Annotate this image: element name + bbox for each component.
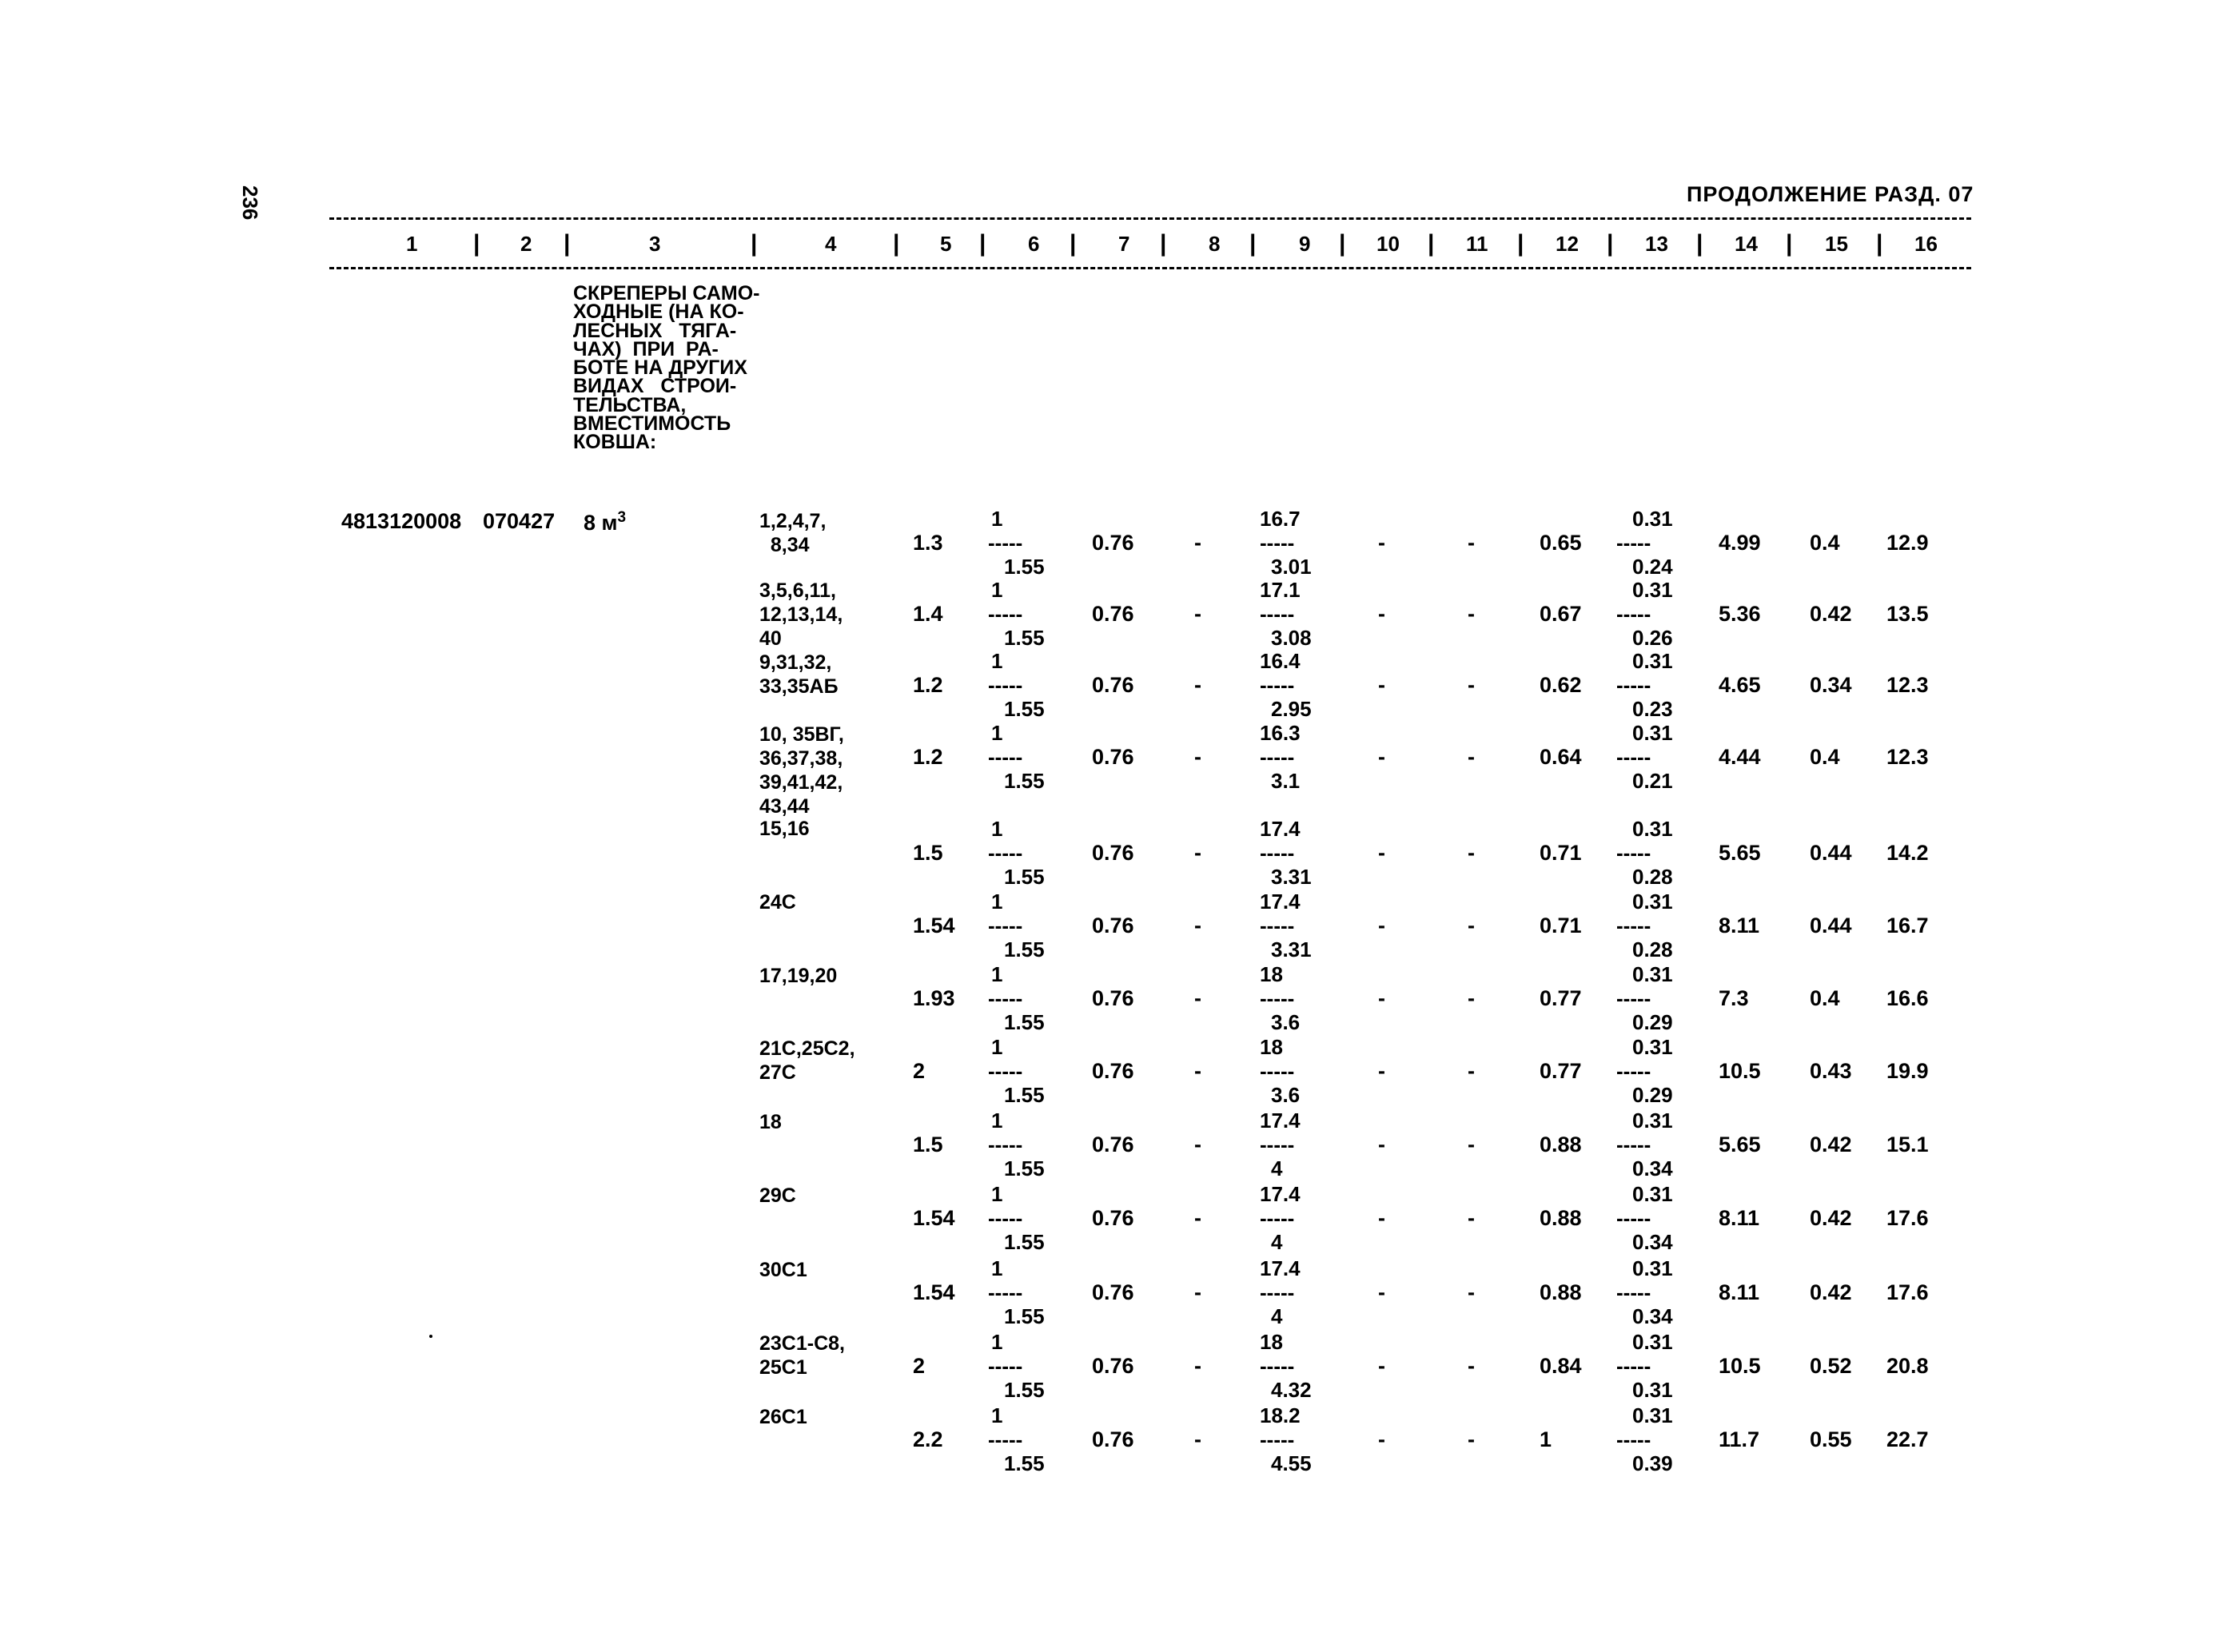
row-col-6-denominator: 1.55 — [1004, 1230, 1045, 1254]
bucket-capacity — [584, 509, 626, 535]
row-col-14: 4.99 — [1719, 531, 1761, 555]
fraction-bar: ----- — [1616, 673, 1651, 697]
row-col-16: 12.3 — [1886, 673, 1929, 697]
row-vehicle-variants: 17,19,20 — [759, 965, 838, 987]
row-col-5: 1.54 — [913, 914, 955, 937]
row-col-9-numerator: 17.4 — [1260, 1256, 1301, 1280]
row-col-9-denominator: 4 — [1271, 1304, 1283, 1328]
row-col-14: 5.65 — [1719, 841, 1761, 865]
fraction-bar: ----- — [1260, 1427, 1295, 1451]
row-col-13-numerator: 0.31 — [1632, 721, 1673, 745]
row-col-6-denominator: 1.55 — [1004, 1304, 1045, 1328]
row-col-14: 8.11 — [1719, 1206, 1760, 1230]
header-col-11: 11 — [1466, 232, 1488, 256]
row-vehicle-variants: 21С,25С2, 27С — [759, 1037, 855, 1084]
row-col-8: - — [1194, 1280, 1201, 1304]
row-col-16: 16.6 — [1886, 986, 1929, 1010]
row-col-13-denominator: 0.24 — [1632, 555, 1673, 579]
row-col-9-denominator: 3.6 — [1271, 1083, 1301, 1107]
row-col-7: 0.76 — [1092, 531, 1134, 555]
fraction-bar: ----- — [1616, 1427, 1651, 1451]
row-col-6-numerator: 1 — [991, 649, 1003, 673]
row-col-10: - — [1378, 986, 1385, 1010]
row-col-5: 1.2 — [913, 673, 943, 697]
row-col-13-numerator: 0.31 — [1632, 817, 1673, 841]
row-col-11: - — [1468, 1059, 1475, 1083]
row-col-9-denominator: 4.32 — [1271, 1378, 1312, 1402]
row-col-13-numerator: 0.31 — [1632, 1182, 1673, 1206]
row-col-6-numerator: 1 — [991, 1182, 1003, 1206]
row-col-15: 0.43 — [1810, 1059, 1852, 1083]
row-col-11: - — [1468, 602, 1475, 626]
row-col-6-denominator: 1.55 — [1004, 937, 1045, 961]
row-col-6-denominator: 1.55 — [1004, 555, 1045, 579]
row-col-12: 0.65 — [1540, 531, 1582, 555]
row-col-5: 1.93 — [913, 986, 955, 1010]
row-col-13-denominator: 0.29 — [1632, 1083, 1673, 1107]
row-col-15: 0.44 — [1810, 841, 1852, 865]
row-col-12: 0.71 — [1540, 841, 1582, 865]
row-col-9-numerator: 16.7 — [1260, 507, 1301, 531]
row-col-10: - — [1378, 1206, 1385, 1230]
row-vehicle-variants: 10, 35ВГ, 36,37,38, 39,41,42, 43,44 — [759, 723, 844, 818]
fraction-bar: ----- — [1616, 914, 1651, 937]
row-col-8: - — [1194, 1059, 1201, 1083]
row-col-16: 12.9 — [1886, 531, 1929, 555]
row-col-16: 12.3 — [1886, 745, 1929, 769]
row-col-7: 0.76 — [1092, 602, 1134, 626]
header-separator: | — [564, 230, 571, 257]
row-col-5: 1.54 — [913, 1206, 955, 1230]
fraction-bar: ----- — [988, 531, 1023, 555]
header-separator: | — [1070, 230, 1077, 257]
row-col-7: 0.76 — [1092, 1354, 1134, 1378]
fraction-bar: ----- — [1260, 745, 1295, 769]
fraction-bar: ----- — [1260, 602, 1295, 626]
row-col-13-numerator: 0.31 — [1632, 649, 1673, 673]
row-col-6-denominator: 1.55 — [1004, 769, 1045, 793]
header-col-1: 1 — [406, 232, 418, 256]
row-col-10: - — [1378, 841, 1385, 865]
row-col-15: 0.4 — [1810, 745, 1840, 769]
row-col-6-numerator: 1 — [991, 721, 1003, 745]
row-col-14: 4.65 — [1719, 673, 1761, 697]
row-col-10: - — [1378, 673, 1385, 697]
row-col-6-numerator: 1 — [991, 962, 1003, 986]
row-vehicle-variants: 26С1 — [759, 1406, 807, 1428]
header-col-3: 3 — [649, 232, 661, 256]
row-col-15: 0.42 — [1810, 1133, 1852, 1156]
row-col-12: 0.84 — [1540, 1354, 1582, 1378]
row-col-6-denominator: 1.55 — [1004, 865, 1045, 889]
row-col-6-numerator: 1 — [991, 1403, 1003, 1427]
row-vehicle-variants: 29С — [759, 1184, 796, 1207]
row-col-13-denominator: 0.21 — [1632, 769, 1673, 793]
header-col-5: 5 — [940, 232, 952, 256]
row-col-12: 0.62 — [1540, 673, 1582, 697]
row-col-14: 8.11 — [1719, 914, 1760, 937]
header-col-12: 12 — [1556, 232, 1579, 256]
fraction-bar: ----- — [1616, 841, 1651, 865]
resource-code: 4813120008 — [341, 509, 462, 533]
fraction-bar: ----- — [1616, 531, 1651, 555]
header-col-15: 15 — [1825, 232, 1848, 256]
header-separator: | — [1876, 230, 1883, 257]
fraction-bar: ----- — [1616, 1206, 1651, 1230]
row-col-10: - — [1378, 1059, 1385, 1083]
header-top-rule — [329, 217, 1971, 220]
row-col-11: - — [1468, 986, 1475, 1010]
row-col-6-denominator: 1.55 — [1004, 697, 1045, 721]
row-col-6-denominator: 1.55 — [1004, 1083, 1045, 1107]
fraction-bar: ----- — [1616, 602, 1651, 626]
stray-dot — [429, 1335, 432, 1338]
row-col-14: 5.36 — [1719, 602, 1761, 626]
row-col-15: 0.55 — [1810, 1427, 1852, 1451]
row-col-9-denominator: 4 — [1271, 1230, 1283, 1254]
row-col-9-denominator: 2.95 — [1271, 697, 1312, 721]
row-col-11: - — [1468, 1280, 1475, 1304]
row-col-13-denominator: 0.28 — [1632, 865, 1673, 889]
row-col-13-denominator: 0.31 — [1632, 1378, 1673, 1402]
row-col-13-denominator: 0.28 — [1632, 937, 1673, 961]
row-vehicle-variants: 23С1-С8, 25С1 — [759, 1332, 845, 1379]
row-col-15: 0.34 — [1810, 673, 1852, 697]
row-col-13-denominator: 0.23 — [1632, 697, 1673, 721]
row-col-7: 0.76 — [1092, 1206, 1134, 1230]
fraction-bar: ----- — [1616, 1059, 1651, 1083]
row-col-13-denominator: 0.34 — [1632, 1230, 1673, 1254]
row-col-9-numerator: 18.2 — [1260, 1403, 1301, 1427]
header-separator: | — [1607, 230, 1614, 257]
row-col-10: - — [1378, 1280, 1385, 1304]
row-col-7: 0.76 — [1092, 1427, 1134, 1451]
page-number: 236 — [238, 185, 262, 221]
row-col-7: 0.76 — [1092, 1280, 1134, 1304]
row-col-9-denominator: 3.31 — [1271, 937, 1312, 961]
row-col-16: 13.5 — [1886, 602, 1929, 626]
fraction-bar: ----- — [1260, 986, 1295, 1010]
group-description: СКРЕПЕРЫ САМО- ХОДНЫЕ (НА КО- ЛЕСНЫХ ТЯГА- ЧАХ) ПРИ РА- БОТЕ НА ДРУГИХ ВИДАХ СТРОИ- ТЕЛЬСТВА, ВМЕСТИМОСТЬ КОВША: — [573, 282, 760, 454]
row-col-9-numerator: 16.4 — [1260, 649, 1301, 673]
row-col-6-numerator: 1 — [991, 1330, 1003, 1354]
header-col-14: 14 — [1735, 232, 1758, 256]
fraction-bar: ----- — [988, 1133, 1023, 1156]
row-col-9-numerator: 17.1 — [1260, 578, 1301, 602]
row-vehicle-variants: 18 — [759, 1111, 782, 1133]
fraction-bar: ----- — [988, 1206, 1023, 1230]
row-col-9-numerator: 18 — [1260, 1035, 1283, 1059]
row-col-8: - — [1194, 841, 1201, 865]
row-col-12: 0.88 — [1540, 1280, 1582, 1304]
row-col-9-denominator: 3.31 — [1271, 865, 1312, 889]
row-col-6-numerator: 1 — [991, 507, 1003, 531]
header-col-9: 9 — [1299, 232, 1311, 256]
header-separator: | — [1786, 230, 1793, 257]
header-separator: | — [1517, 230, 1524, 257]
row-col-12: 0.88 — [1540, 1206, 1582, 1230]
row-col-14: 10.5 — [1719, 1059, 1761, 1083]
row-col-7: 0.76 — [1092, 841, 1134, 865]
row-col-11: - — [1468, 841, 1475, 865]
row-col-16: 15.1 — [1886, 1133, 1929, 1156]
row-col-6-numerator: 1 — [991, 817, 1003, 841]
row-col-15: 0.42 — [1810, 1280, 1852, 1304]
fraction-bar: ----- — [1616, 1354, 1651, 1378]
row-col-9-denominator: 3.01 — [1271, 555, 1312, 579]
row-col-9-numerator: 18 — [1260, 962, 1283, 986]
row-col-15: 0.4 — [1810, 986, 1840, 1010]
row-col-5: 2 — [913, 1354, 926, 1378]
row-col-7: 0.76 — [1092, 914, 1134, 937]
row-col-8: - — [1194, 602, 1201, 626]
row-col-14: 5.65 — [1719, 1133, 1761, 1156]
row-col-9-denominator: 4 — [1271, 1156, 1283, 1180]
row-col-7: 0.76 — [1092, 1059, 1134, 1083]
header-separator: | — [473, 230, 480, 257]
row-col-9-numerator: 17.4 — [1260, 890, 1301, 914]
row-col-7: 0.76 — [1092, 986, 1134, 1010]
row-col-15: 0.44 — [1810, 914, 1852, 937]
row-col-6-numerator: 1 — [991, 1109, 1003, 1133]
row-col-14: 11.7 — [1719, 1427, 1760, 1451]
row-col-11: - — [1468, 1133, 1475, 1156]
row-col-5: 2 — [913, 1059, 926, 1083]
row-col-6-numerator: 1 — [991, 578, 1003, 602]
row-col-6-numerator: 1 — [991, 890, 1003, 914]
row-col-6-denominator: 1.55 — [1004, 1156, 1045, 1180]
row-col-5: 1.3 — [913, 531, 943, 555]
row-col-12: 0.64 — [1540, 745, 1582, 769]
row-col-9-numerator: 18 — [1260, 1330, 1283, 1354]
row-col-11: - — [1468, 1427, 1475, 1451]
fraction-bar: ----- — [1616, 745, 1651, 769]
fraction-bar: ----- — [1260, 1280, 1295, 1304]
fraction-bar: ----- — [1260, 841, 1295, 865]
fraction-bar: ----- — [1260, 1206, 1295, 1230]
row-col-15: 0.52 — [1810, 1354, 1852, 1378]
row-col-12: 0.88 — [1540, 1133, 1582, 1156]
row-col-15: 0.4 — [1810, 531, 1840, 555]
row-col-6-denominator: 1.55 — [1004, 1451, 1045, 1475]
row-col-14: 7.3 — [1719, 986, 1749, 1010]
row-col-9-numerator: 17.4 — [1260, 1109, 1301, 1133]
row-vehicle-variants: 9,31,32, 33,35АБ — [759, 651, 839, 698]
bucket-capacity-value: 8 м — [584, 511, 618, 535]
fraction-bar: ----- — [988, 1280, 1023, 1304]
row-col-10: - — [1378, 1427, 1385, 1451]
row-col-16: 16.7 — [1886, 914, 1929, 937]
row-col-8: - — [1194, 531, 1201, 555]
row-col-16: 14.2 — [1886, 841, 1929, 865]
row-col-11: - — [1468, 531, 1475, 555]
header-bottom-rule — [329, 267, 1971, 269]
fraction-bar: ----- — [1260, 1354, 1295, 1378]
row-col-8: - — [1194, 673, 1201, 697]
row-col-15: 0.42 — [1810, 1206, 1852, 1230]
header-col-13: 13 — [1645, 232, 1668, 256]
fraction-bar: ----- — [988, 914, 1023, 937]
row-col-12: 0.67 — [1540, 602, 1582, 626]
row-vehicle-variants: 1,2,4,7, 8,34 — [759, 510, 827, 556]
row-col-10: - — [1378, 531, 1385, 555]
row-col-5: 1.54 — [913, 1280, 955, 1304]
row-col-8: - — [1194, 914, 1201, 937]
row-col-6-numerator: 1 — [991, 1256, 1003, 1280]
row-col-5: 1.5 — [913, 841, 943, 865]
row-col-10: - — [1378, 914, 1385, 937]
header-col-16: 16 — [1914, 232, 1938, 256]
fraction-bar: ----- — [988, 602, 1023, 626]
row-vehicle-variants: 30С1 — [759, 1259, 807, 1281]
header-separator: | — [893, 230, 900, 257]
row-col-5: 1.4 — [913, 602, 943, 626]
header-col-2: 2 — [520, 232, 532, 256]
row-col-8: - — [1194, 745, 1201, 769]
row-vehicle-variants: 24С — [759, 891, 796, 914]
row-col-16: 22.7 — [1886, 1427, 1929, 1451]
row-col-9-numerator: 17.4 — [1260, 817, 1301, 841]
header-separator: | — [1428, 230, 1435, 257]
row-col-13-numerator: 0.31 — [1632, 1403, 1673, 1427]
header-separator: | — [1249, 230, 1257, 257]
fraction-bar: ----- — [988, 841, 1023, 865]
row-col-5: 2.2 — [913, 1427, 943, 1451]
row-col-11: - — [1468, 1354, 1475, 1378]
row-col-13-denominator: 0.26 — [1632, 626, 1673, 650]
header-separator: | — [1160, 230, 1167, 257]
continuation-title: ПРОДОЛЖЕНИЕ РАЗД. 07 — [1687, 182, 1974, 206]
fraction-bar: ----- — [988, 745, 1023, 769]
fraction-bar: ----- — [1260, 531, 1295, 555]
row-col-10: - — [1378, 1354, 1385, 1378]
bucket-capacity-unit-power: 3 — [617, 509, 627, 526]
fraction-bar: ----- — [1260, 1059, 1295, 1083]
fraction-bar: ----- — [988, 1427, 1023, 1451]
row-col-15: 0.42 — [1810, 602, 1852, 626]
row-col-13-numerator: 0.31 — [1632, 1035, 1673, 1059]
row-col-9-numerator: 17.4 — [1260, 1182, 1301, 1206]
row-col-13-denominator: 0.34 — [1632, 1156, 1673, 1180]
fraction-bar: ----- — [988, 1354, 1023, 1378]
row-col-14: 8.11 — [1719, 1280, 1760, 1304]
header-col-7: 7 — [1118, 232, 1130, 256]
row-col-13-numerator: 0.31 — [1632, 1109, 1673, 1133]
row-col-5: 1.2 — [913, 745, 943, 769]
row-col-13-denominator: 0.39 — [1632, 1451, 1673, 1475]
row-col-13-numerator: 0.31 — [1632, 1330, 1673, 1354]
row-col-9-denominator: 3.1 — [1271, 769, 1301, 793]
row-col-13-denominator: 0.29 — [1632, 1010, 1673, 1034]
row-vehicle-variants: 15,16 — [759, 818, 810, 840]
fraction-bar: ----- — [988, 986, 1023, 1010]
row-col-9-numerator: 16.3 — [1260, 721, 1301, 745]
fraction-bar: ----- — [1616, 1133, 1651, 1156]
fraction-bar: ----- — [988, 1059, 1023, 1083]
row-col-7: 0.76 — [1092, 673, 1134, 697]
row-col-13-denominator: 0.34 — [1632, 1304, 1673, 1328]
row-col-10: - — [1378, 602, 1385, 626]
row-col-6-denominator: 1.55 — [1004, 1378, 1045, 1402]
row-col-8: - — [1194, 1427, 1201, 1451]
header-separator: | — [751, 230, 758, 257]
row-col-11: - — [1468, 745, 1475, 769]
row-col-16: 17.6 — [1886, 1206, 1929, 1230]
row-col-9-denominator: 4.55 — [1271, 1451, 1312, 1475]
row-col-12: 0.71 — [1540, 914, 1582, 937]
row-col-16: 17.6 — [1886, 1280, 1929, 1304]
row-col-7: 0.76 — [1092, 745, 1134, 769]
row-col-10: - — [1378, 1133, 1385, 1156]
row-col-11: - — [1468, 1206, 1475, 1230]
row-col-14: 4.44 — [1719, 745, 1761, 769]
header-separator: | — [1339, 230, 1346, 257]
row-col-13-numerator: 0.31 — [1632, 578, 1673, 602]
row-col-11: - — [1468, 914, 1475, 937]
row-col-12: 0.77 — [1540, 986, 1582, 1010]
header-col-4: 4 — [825, 232, 837, 256]
row-col-6-numerator: 1 — [991, 1035, 1003, 1059]
row-col-9-denominator: 3.6 — [1271, 1010, 1301, 1034]
row-col-10: - — [1378, 745, 1385, 769]
row-col-7: 0.76 — [1092, 1133, 1134, 1156]
row-col-14: 10.5 — [1719, 1354, 1761, 1378]
fraction-bar: ----- — [1260, 673, 1295, 697]
row-col-5: 1.5 — [913, 1133, 943, 1156]
row-col-6-denominator: 1.55 — [1004, 626, 1045, 650]
header-col-10: 10 — [1376, 232, 1400, 256]
fraction-bar: ----- — [1616, 986, 1651, 1010]
row-col-12: 0.77 — [1540, 1059, 1582, 1083]
row-col-8: - — [1194, 1354, 1201, 1378]
row-col-13-numerator: 0.31 — [1632, 1256, 1673, 1280]
header-col-8: 8 — [1209, 232, 1221, 256]
row-col-8: - — [1194, 1206, 1201, 1230]
row-col-8: - — [1194, 1133, 1201, 1156]
row-col-6-denominator: 1.55 — [1004, 1010, 1045, 1034]
row-col-13-numerator: 0.31 — [1632, 890, 1673, 914]
header-separator: | — [979, 230, 986, 257]
fraction-bar: ----- — [1260, 914, 1295, 937]
row-col-13-numerator: 0.31 — [1632, 507, 1673, 531]
row-col-16: 20.8 — [1886, 1354, 1929, 1378]
row-vehicle-variants: 3,5,6,11, 12,13,14, 40 — [759, 579, 843, 650]
fraction-bar: ----- — [1616, 1280, 1651, 1304]
header-col-6: 6 — [1028, 232, 1040, 256]
fraction-bar: ----- — [988, 673, 1023, 697]
row-col-9-denominator: 3.08 — [1271, 626, 1312, 650]
row-col-16: 19.9 — [1886, 1059, 1929, 1083]
fraction-bar: ----- — [1260, 1133, 1295, 1156]
row-col-12: 1 — [1540, 1427, 1552, 1451]
row-col-8: - — [1194, 986, 1201, 1010]
row-col-11: - — [1468, 673, 1475, 697]
header-separator: | — [1696, 230, 1703, 257]
resource-code-2: 070427 — [483, 509, 556, 533]
row-col-13-numerator: 0.31 — [1632, 962, 1673, 986]
